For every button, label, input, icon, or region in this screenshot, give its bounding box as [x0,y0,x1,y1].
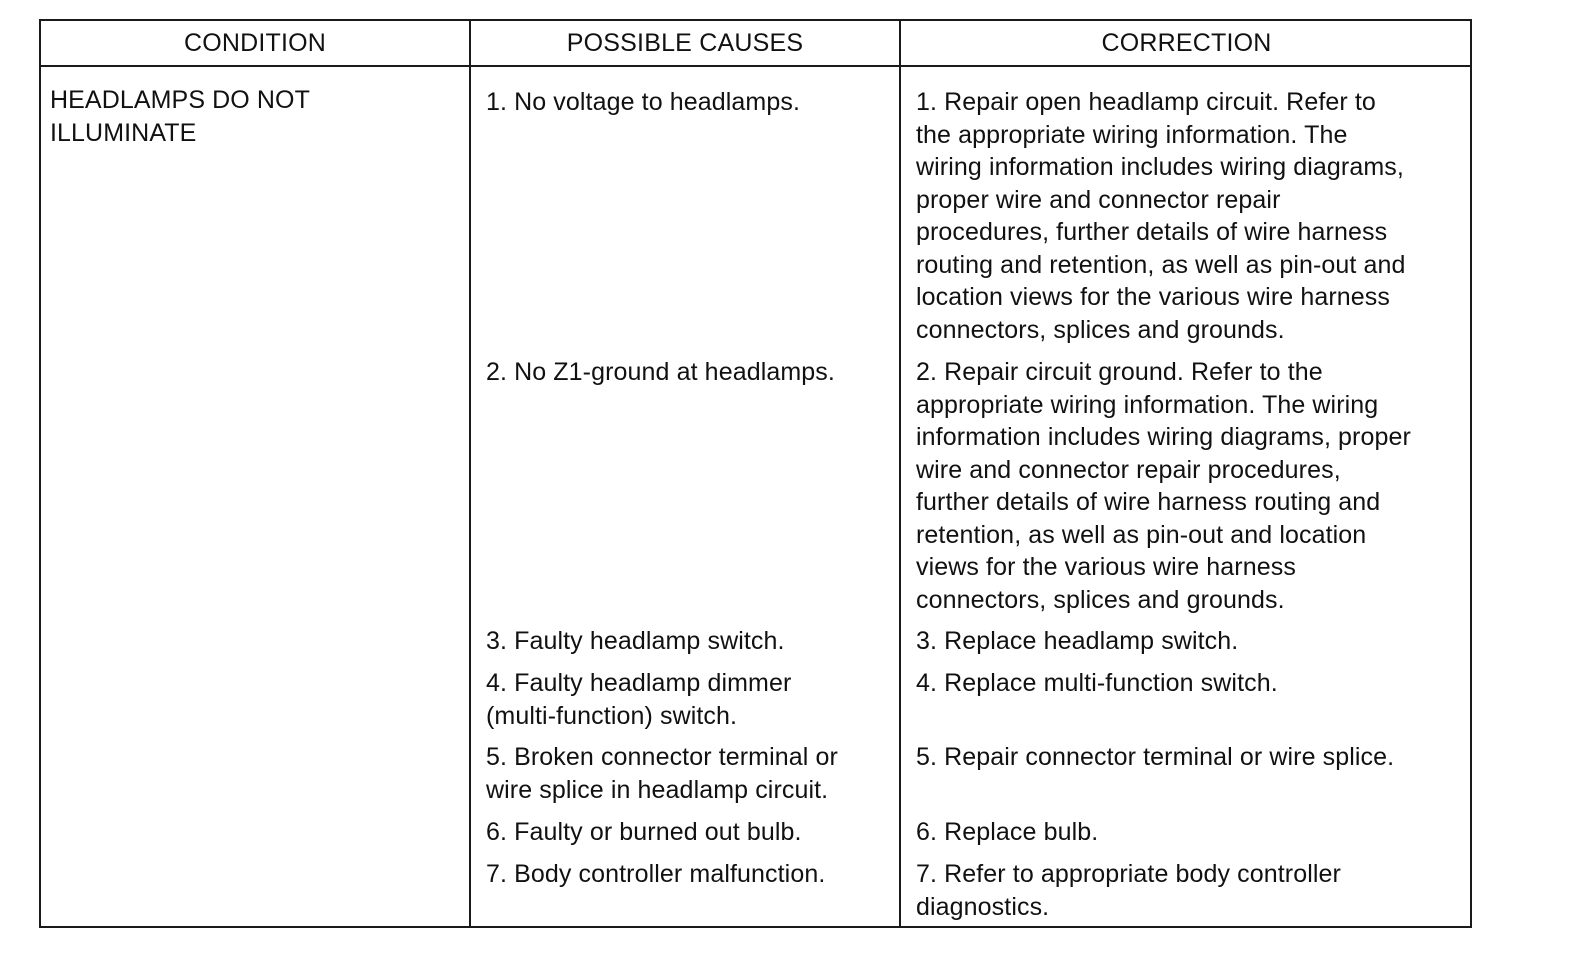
correction-cell-4 [916,667,1476,700]
cause-line: 4. Faulty headlamp dimmer [486,669,792,697]
correction-line: the appropriate wiring information. The [916,120,1348,149]
cause-cell-3 [486,625,891,658]
header-condition: CONDITION [183,29,327,57]
correction-cell-1 [916,86,1476,346]
cause-cell-4 [486,667,891,732]
header-possible-causes: POSSIBLE CAUSES [566,29,804,57]
cause-line: wire splice in headlamp circuit. [486,775,829,804]
cause-line: 6. Faulty or burned out bulb. [486,818,802,846]
correction-line: wiring information includes wiring diagrams, [916,153,1404,181]
correction-cell-6 [916,816,1476,849]
correction-line: retention, as well as pin-out and location [916,520,1367,549]
column-divider [899,21,901,926]
column-divider [469,21,471,926]
cause-line: (multi-function) switch. [486,701,738,730]
correction-line: 7. Refer to appropriate body controller [916,860,1341,888]
correction-cell-7 [916,858,1476,923]
header-correction: CORRECTION [1101,29,1272,57]
cause-cell-2 [486,356,891,389]
cause-cell-5 [486,741,891,806]
cause-line: 3. Faulty headlamp switch. [486,627,785,655]
cause-cell-1 [486,86,891,119]
correction-line: 3. Replace headlamp switch. [916,627,1239,655]
correction-cell-3 [916,625,1476,658]
condition-cell [50,84,450,149]
correction-line: 1. Repair open headlamp circuit. Refer to [916,88,1376,116]
correction-line: diagnostics. [916,892,1050,921]
correction-line: 4. Replace multi-function switch. [916,669,1278,697]
correction-line: 5. Repair connector terminal or wire splice. [916,743,1395,771]
diagnosis-table [39,19,1472,928]
correction-cell-2 [916,356,1476,616]
correction-line: appropriate wiring information. The wiring [916,390,1379,419]
correction-line: procedures, further details of wire harness [916,218,1388,246]
correction-cell-5 [916,741,1476,774]
correction-line: wire and connector repair procedures, [916,455,1341,484]
correction-line: 2. Repair circuit ground. Refer to the [916,358,1323,386]
cause-line: 2. No Z1-ground at headlamps. [486,358,835,386]
correction-line: further details of wire harness routing and [916,488,1381,516]
correction-line: proper wire and connector repair [916,185,1281,214]
correction-line: routing and retention, as well as pin-out and [916,250,1406,279]
cause-line: 7. Body controller malfunction. [486,860,826,888]
condition-line: ILLUMINATE [50,118,197,147]
correction-line: information includes wiring diagrams, proper [916,423,1411,451]
correction-line: location views for the various wire harness [916,283,1390,311]
cause-line: 5. Broken connector terminal or [486,743,838,771]
condition-line: HEADLAMPS DO NOT [50,86,310,114]
correction-line: connectors, splices and grounds. [916,585,1285,614]
correction-line: 6. Replace bulb. [916,818,1099,846]
correction-line: views for the various wire harness [916,553,1296,581]
cause-cell-7 [486,858,891,891]
correction-line: connectors, splices and grounds. [916,315,1285,344]
table-header-row [41,21,1470,67]
cause-line: 1. No voltage to headlamps. [486,88,801,116]
cause-cell-6 [486,816,891,849]
